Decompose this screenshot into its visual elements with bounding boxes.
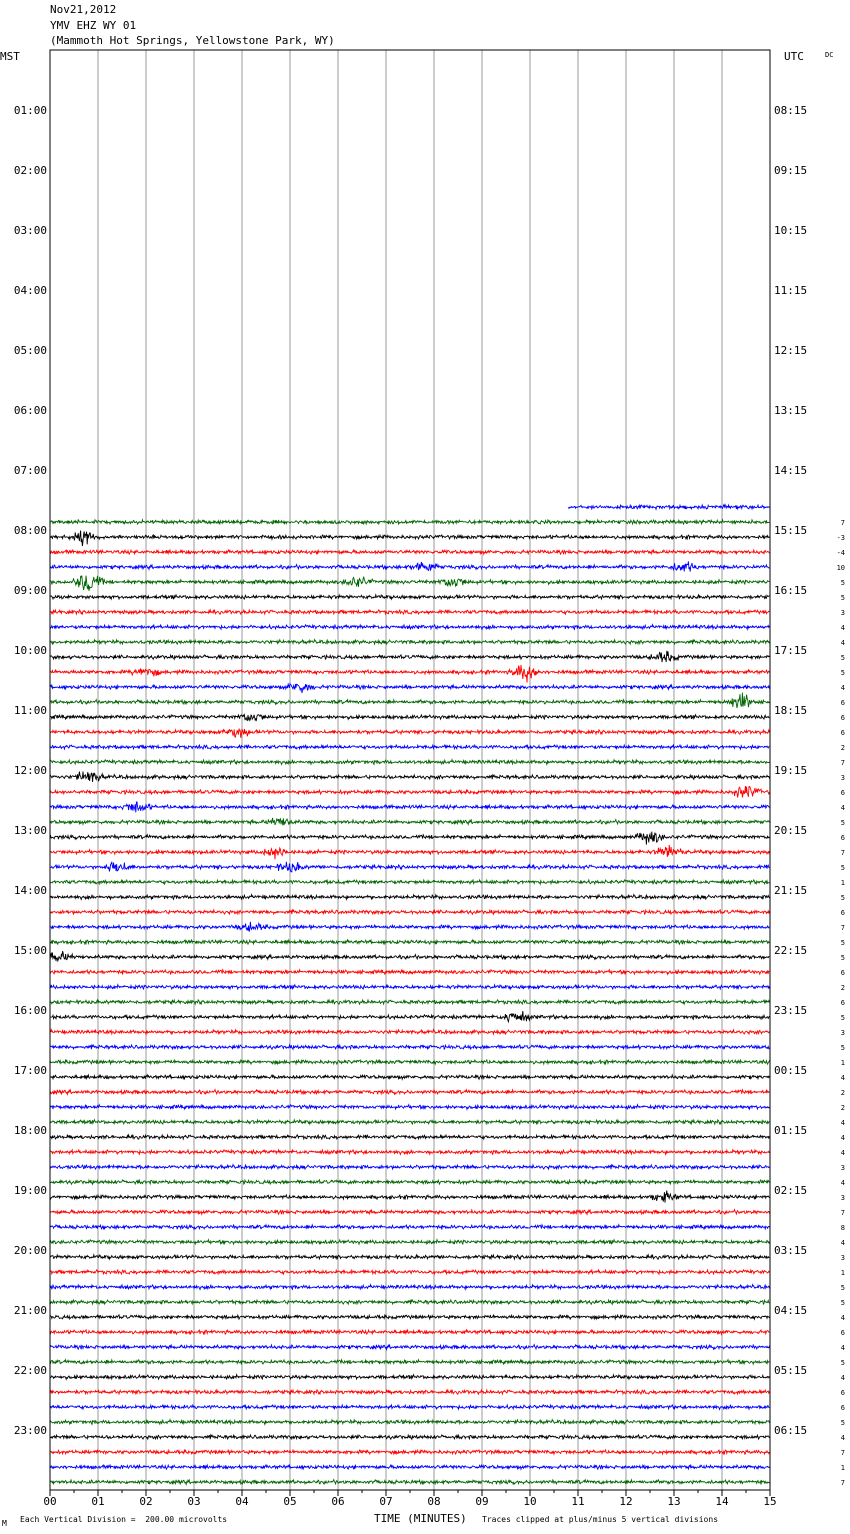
trace-row-label: 6 — [840, 789, 845, 797]
footer-corner-mark: M — [2, 1519, 7, 1528]
trace-row-label: 4 — [840, 1149, 845, 1157]
right-hour-label: 11:15 — [774, 284, 808, 297]
trace-row-label: 5 — [840, 864, 845, 872]
trace-row-label: 6 — [840, 1404, 845, 1412]
trace-row-label: 1 — [840, 879, 845, 887]
trace-row-label: 6 — [840, 969, 845, 977]
left-hour-label: 20:00 — [13, 1244, 47, 1257]
trace-row-label: 5 — [840, 669, 845, 677]
seismic-trace — [50, 1120, 769, 1124]
left-hour-label: 23:00 — [13, 1424, 47, 1437]
seismic-trace — [50, 910, 769, 914]
seismic-trace — [50, 715, 769, 721]
seismic-trace — [50, 1420, 769, 1425]
right-hour-label: 21:15 — [774, 884, 808, 897]
x-tick-label: 09 — [475, 1495, 489, 1508]
seismic-traces — [50, 505, 769, 1485]
x-tick-label: 12 — [619, 1495, 633, 1508]
seismic-trace — [50, 845, 769, 859]
right-hour-label: 05:15 — [774, 1364, 808, 1377]
right-hour-label: 16:15 — [774, 584, 808, 597]
footer-xlabel: TIME (MINUTES) — [374, 1512, 467, 1525]
trace-row-label: 4 — [840, 1344, 845, 1352]
x-tick-label: 08 — [427, 1495, 441, 1508]
trace-row-label: 4 — [840, 1119, 845, 1127]
trace-row-label: -3 — [836, 534, 845, 542]
trace-row-label: 3 — [840, 1194, 845, 1202]
trace-row-label: 3 — [840, 1164, 845, 1172]
trace-row-label: 4 — [840, 1314, 845, 1322]
trace-row-label: 7 — [840, 1479, 845, 1487]
seismic-trace — [50, 1191, 769, 1203]
left-hour-label: 21:00 — [13, 1304, 47, 1317]
trace-row-label: 4 — [840, 1179, 845, 1187]
seismic-trace — [50, 895, 769, 900]
seismic-trace — [50, 595, 769, 599]
trace-row-label: 7 — [840, 1449, 845, 1457]
trace-row-label: 2 — [840, 984, 845, 992]
seismic-trace — [50, 1045, 769, 1050]
seismic-trace — [50, 1435, 769, 1439]
trace-row-label: 3 — [840, 1029, 845, 1037]
right-hour-label: 06:15 — [774, 1424, 808, 1437]
x-tick-label: 07 — [379, 1495, 393, 1508]
seismic-trace — [50, 940, 769, 944]
x-tick-label: 05 — [283, 1495, 297, 1508]
right-hour-label: 20:15 — [774, 824, 808, 837]
seismic-trace — [568, 505, 769, 510]
trace-row-label: 5 — [840, 1299, 845, 1307]
trace-row-label: 2 — [840, 1089, 845, 1097]
seismic-trace — [50, 802, 769, 812]
right-hour-label: 14:15 — [774, 464, 808, 477]
seismic-trace — [50, 1345, 769, 1350]
left-hour-label: 11:00 — [13, 704, 47, 717]
left-hour-label: 16:00 — [13, 1004, 47, 1017]
right-hour-label: 10:15 — [774, 224, 808, 237]
right-hour-label: 09:15 — [774, 164, 808, 177]
seismic-trace — [50, 1255, 769, 1260]
footer-clip-note: Traces clipped at plus/minus 5 vertical divisions — [482, 1515, 719, 1524]
seismic-trace — [50, 610, 769, 615]
left-hour-label: 10:00 — [13, 644, 47, 657]
trace-row-label: 6 — [840, 699, 845, 707]
seismic-trace — [50, 985, 769, 989]
header-channel: YMV EHZ WY 01 — [50, 19, 137, 32]
seismic-trace — [50, 1480, 769, 1485]
x-tick-label: 06 — [331, 1495, 345, 1508]
trace-row-label: 4 — [840, 1374, 845, 1382]
trace-row-label: 7 — [840, 759, 845, 767]
trace-row-label: 10 — [836, 564, 845, 572]
right-hour-label: 18:15 — [774, 704, 808, 717]
seismic-trace — [50, 1075, 769, 1079]
trace-row-label: 6 — [840, 999, 845, 1007]
trace-row-label: 4 — [840, 1074, 845, 1082]
seismic-trace — [50, 576, 769, 591]
left-hour-label: 18:00 — [13, 1124, 47, 1137]
right-hour-label: 17:15 — [774, 644, 808, 657]
seismic-trace — [50, 1405, 769, 1410]
right-hour-label: 08:15 — [774, 104, 808, 117]
trace-row-label: 4 — [840, 1434, 845, 1442]
trace-row-label: 4 — [840, 639, 845, 647]
trace-row-label: 4 — [840, 804, 845, 812]
trace-row-label: 7 — [840, 924, 845, 932]
trace-row-label: 5 — [840, 579, 845, 587]
trace-row-label: 2 — [840, 1104, 845, 1112]
trace-row-label: 6 — [840, 909, 845, 917]
seismic-trace — [50, 862, 769, 872]
trace-row-label: 6 — [840, 729, 845, 737]
right-hour-label: 15:15 — [774, 524, 808, 537]
x-tick-label: 00 — [43, 1495, 57, 1508]
left-hour-label: 08:00 — [13, 524, 47, 537]
seismic-trace — [50, 1300, 769, 1304]
trace-row-label: -4 — [836, 549, 845, 557]
trace-row-label: 5 — [840, 819, 845, 827]
seismic-trace — [50, 1285, 769, 1290]
trace-row-label: 5 — [840, 1419, 845, 1427]
left-hour-label: 07:00 — [13, 464, 47, 477]
right-hour-label: 22:15 — [774, 944, 808, 957]
seismic-trace — [50, 1060, 769, 1065]
trace-row-label: 5 — [840, 954, 845, 962]
header-date: Nov21,2012 — [50, 3, 117, 16]
trace-row-label: 5 — [840, 1359, 845, 1367]
plot-frame — [50, 50, 770, 1490]
trace-row-label: 1 — [840, 1464, 845, 1472]
left-hour-label: 13:00 — [13, 824, 47, 837]
x-tick-label: 13 — [667, 1495, 681, 1508]
trace-row-label: 5 — [840, 1044, 845, 1052]
trace-row-label: 7 — [840, 1209, 845, 1217]
left-hour-label: 02:00 — [13, 164, 47, 177]
seismic-trace — [50, 951, 769, 961]
seismic-trace — [50, 693, 769, 709]
x-tick-label: 02 — [139, 1495, 153, 1508]
seismic-trace — [50, 772, 769, 783]
seismic-trace — [50, 760, 769, 765]
trace-row-label: 3 — [840, 609, 845, 617]
trace-row-label: 6 — [840, 834, 845, 842]
left-zone-label: MST — [0, 50, 20, 63]
right-hour-label: 00:15 — [774, 1064, 808, 1077]
seismic-trace — [50, 1390, 769, 1395]
right-hour-label: 04:15 — [774, 1304, 808, 1317]
header-location: (Mammoth Hot Springs, Yellowstone Park, WY) — [50, 34, 335, 47]
seismic-trace — [50, 561, 769, 571]
seismic-trace — [50, 1030, 769, 1035]
seismic-trace — [50, 665, 769, 683]
left-hour-label: 19:00 — [13, 1184, 47, 1197]
trace-row-label: 5 — [840, 894, 845, 902]
seismic-trace — [50, 1315, 769, 1320]
seismic-trace — [50, 520, 769, 524]
seismic-trace — [50, 1210, 769, 1215]
trace-row-label: 4 — [840, 1134, 845, 1142]
seismic-trace — [50, 818, 769, 825]
seismic-trace — [50, 625, 769, 630]
x-tick-label: 04 — [235, 1495, 249, 1508]
seismic-trace — [50, 1330, 769, 1334]
x-tick-label: 03 — [187, 1495, 201, 1508]
trace-row-label: 5 — [840, 1284, 845, 1292]
seismic-trace — [50, 1375, 769, 1380]
trace-row-label: 1 — [840, 1059, 845, 1067]
x-tick-label: 10 — [523, 1495, 537, 1508]
trace-row-label: 3 — [840, 1254, 845, 1262]
seismic-trace — [50, 745, 769, 749]
seismic-trace — [50, 880, 769, 885]
seismic-trace — [50, 1180, 769, 1185]
seismic-trace — [50, 531, 769, 547]
right-hour-label: 23:15 — [774, 1004, 808, 1017]
trace-row-label: 5 — [840, 1014, 845, 1022]
seismic-trace — [50, 970, 769, 975]
footer-scale-note: Each Vertical Division = 200.00 microvolts — [20, 1515, 228, 1524]
right-hour-label: 12:15 — [774, 344, 808, 357]
seismic-trace — [50, 1090, 769, 1095]
seismic-trace — [50, 550, 769, 554]
trace-row-label: 4 — [840, 684, 845, 692]
left-hour-label: 05:00 — [13, 344, 47, 357]
seismic-trace — [50, 1240, 769, 1245]
trace-row-label: 3 — [840, 774, 845, 782]
seismic-trace — [50, 684, 769, 693]
right-hour-label: 01:15 — [774, 1124, 808, 1137]
trace-row-label: 4 — [840, 1239, 845, 1247]
right-hour-label: 13:15 — [774, 404, 808, 417]
seismic-trace — [50, 1105, 769, 1110]
trace-row-label: 6 — [840, 1329, 845, 1337]
left-hour-label: 12:00 — [13, 764, 47, 777]
trace-row-label: 8 — [840, 1224, 845, 1232]
right-zone-label: UTC — [784, 50, 804, 63]
left-hour-label: 01:00 — [13, 104, 47, 117]
trace-row-label: 4 — [840, 624, 845, 632]
seismic-trace — [50, 1465, 769, 1469]
right-hour-label: 03:15 — [774, 1244, 808, 1257]
trace-row-label: 1 — [840, 1269, 845, 1277]
seismic-trace — [50, 640, 769, 645]
seismic-trace — [50, 786, 769, 797]
trace-row-label: 2 — [840, 744, 845, 752]
seismic-trace — [50, 922, 769, 932]
seismic-trace — [50, 1165, 769, 1170]
x-tick-label: 14 — [715, 1495, 729, 1508]
seismic-trace — [50, 1270, 769, 1274]
trace-row-label: 6 — [840, 714, 845, 722]
seismic-trace — [50, 1450, 769, 1455]
right-hour-label: 19:15 — [774, 764, 808, 777]
left-hour-label: 15:00 — [13, 944, 47, 957]
trace-row-label: 7 — [840, 849, 845, 857]
grid-lines — [50, 50, 770, 1496]
trace-row-label: 5 — [840, 594, 845, 602]
trace-row-label: 6 — [840, 1389, 845, 1397]
left-hour-label: 09:00 — [13, 584, 47, 597]
trace-row-label: 5 — [840, 939, 845, 947]
left-hour-label: 17:00 — [13, 1064, 47, 1077]
seismic-trace — [50, 1135, 769, 1140]
seismic-trace — [50, 729, 769, 738]
seismic-trace — [50, 832, 769, 845]
left-hour-label: 06:00 — [13, 404, 47, 417]
axis-labels — [0, 50, 845, 1508]
left-hour-label: 04:00 — [13, 284, 47, 297]
trace-row-label: 5 — [840, 654, 845, 662]
seismic-trace — [50, 1011, 769, 1022]
left-hour-label: 22:00 — [13, 1364, 47, 1377]
left-hour-label: 03:00 — [13, 224, 47, 237]
seismic-trace — [50, 1225, 769, 1230]
x-tick-label: 15 — [763, 1495, 777, 1508]
seismic-trace — [50, 1000, 769, 1005]
seismic-trace — [50, 1150, 769, 1155]
x-tick-label: 11 — [571, 1495, 585, 1508]
seismic-trace — [50, 1360, 769, 1365]
x-tick-label: 01 — [91, 1495, 105, 1508]
right-hour-label: 02:15 — [774, 1184, 808, 1197]
left-hour-label: 14:00 — [13, 884, 47, 897]
corner-tag: DC — [825, 51, 834, 59]
seismic-trace — [50, 651, 769, 662]
trace-row-label: 7 — [840, 519, 845, 527]
